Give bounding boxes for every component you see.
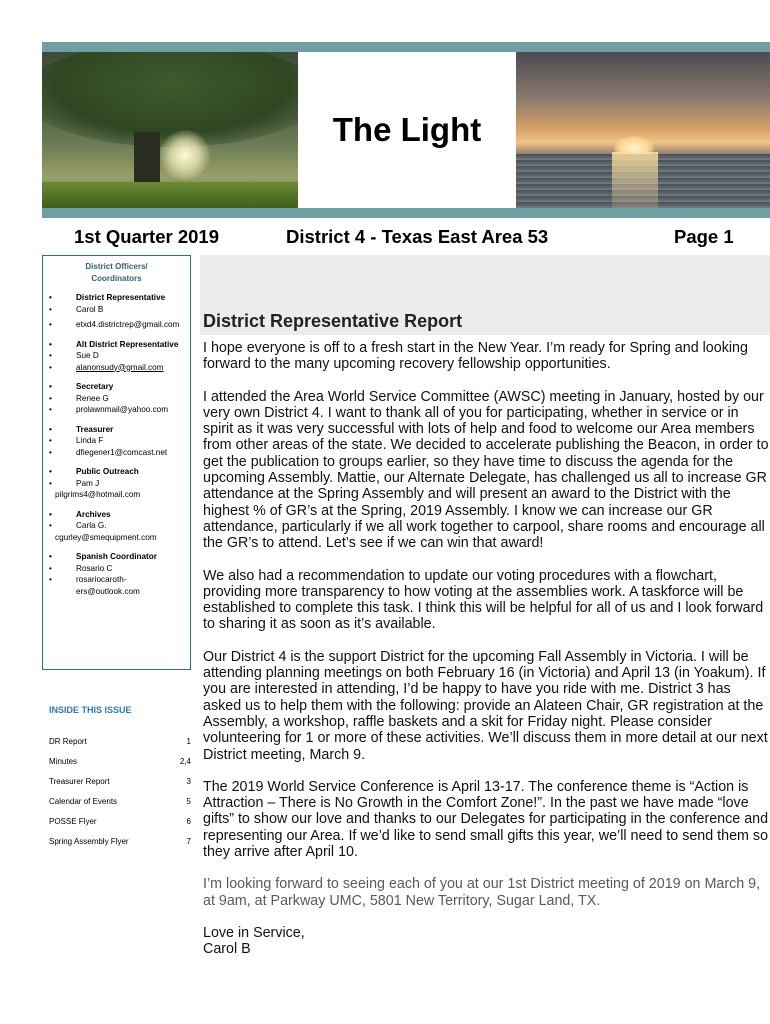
officer-role: Secretary (76, 382, 114, 391)
officer-role: Treasurer (76, 424, 114, 434)
ocean-sunset-photo (516, 52, 770, 208)
tree-canopy (42, 52, 298, 147)
officer-role: Spanish Coordinator (76, 552, 157, 561)
inside-this-issue-title: INSIDE THIS ISSUE (49, 705, 132, 715)
oak-tree-sunlight-photo (42, 52, 298, 208)
toc-item[interactable]: Treasurer Report 3 (49, 777, 191, 786)
toc-item[interactable]: DR Report 1 (49, 737, 191, 746)
masthead-bottom-band (42, 208, 770, 218)
officer-email[interactable]: cgurley@smequipment.com (55, 532, 157, 542)
grass-field (42, 182, 298, 208)
officer-role: Archives (76, 509, 111, 519)
sunlight-glow (160, 130, 210, 180)
sun-reflection (612, 152, 658, 208)
toc-item[interactable]: Calendar of Events 5 (49, 797, 191, 806)
officer-alt-district-rep: • Alt District Representative • Sue D • alanonsudy@gmail.com (49, 339, 179, 372)
officer-name: Pam J (76, 478, 100, 488)
toc-item[interactable]: Spring Assembly Flyer 7 (49, 837, 191, 846)
article-paragraph: We also had a recommendation to update our voting procedures with a flowchart, providing more transparency to how voting at the assemblies work. A taskforce will be established to complete this task. I think this will be helpful for all of us and I look forward to sharing it as soon as it’s available. (203, 567, 764, 633)
officer-role: District Representative (76, 293, 166, 302)
officer-name: Sue D (76, 351, 99, 360)
officers-title: District Officers/ Coordinators (85, 262, 148, 283)
article-paragraph: Our District 4 is the support District for the upcoming Fall Assembly in Victoria. I will be attending planning meetings on both February 16 (in Victoria) and April 13 (in Yoakum). If you are interested in attending, I’d be happy to have you ride with me. District 3 has asked us to help them with the following: provide an Alateen Chair, GR registration at the Assembly, a workshop, raffle baskets and a skit for Friday night. Please consider volunteering for 1 or more of these activities. We’ll discuss them in more detail at our next District meeting, March 9. (203, 648, 768, 763)
table-of-contents (49, 737, 193, 857)
article-title: District Representative Report (203, 311, 463, 331)
officer-name: Linda F (76, 436, 104, 445)
officer-name: Renee G (76, 393, 109, 403)
officers-sidebar (42, 255, 191, 670)
officer-district-rep: • District Representative • Carol B • etxd4.districtrep@gmail.com (49, 293, 180, 329)
officer-email-part2[interactable]: ers@outlook.com (76, 586, 140, 596)
officer-name: Carla G. (76, 521, 107, 530)
toc-item[interactable]: Minutes 2,4 (49, 757, 191, 766)
masthead-title-box (298, 52, 516, 208)
masthead-top-band (42, 42, 770, 52)
article-paragraph: The 2019 World Service Conference is April 13-17. The conference theme is “Action is Attraction – There is No Growth in the Comfort Zone!”. In the past we have made “love gifts” to show our love and thanks to our Delegates for participating in the conference and representing our Area. If we’d like to send small gifts this year, we’ll need to send them so they arrive after April 10. (203, 778, 769, 861)
officer-secretary: • Secretary • Renee G • prolawnmail@yahoo.com (49, 382, 169, 414)
article-paragraph: I’m looking forward to seeing each of you at our 1st District meeting of 2019 on March 9, at 9am, at Parkway UMC, 5801 New Territory, Sugar Land, TX. (203, 876, 761, 909)
article-signature: Carol B (203, 941, 251, 958)
district-name: District 4 - Texas East Area 53 (286, 226, 549, 247)
officer-email-part1[interactable]: rosariocaroth- (76, 575, 127, 584)
officer-email[interactable]: dfiegener1@comcast.net (76, 447, 168, 457)
article-paragraph: I hope everyone is off to a fresh start in the New Year. I’m ready for Spring and looking forward to the many upcoming recovery fellowship opportunities. (203, 340, 748, 373)
officer-email[interactable]: etxd4.districtrep@gmail.com (76, 320, 180, 329)
officer-treasurer: • Treasurer • Linda F • dfiegener1@comcast.net (49, 424, 168, 457)
article-paragraph: I attended the Area World Service Committee (AWSC) meeting in January, hosted by our very own District 4. I want to thank all of you for participating, whether in service or in spirit as it was very successful with lots of help and food to welcome our Area members from other areas of the state. We decided to accelerate publishing the Beacon, in order to get the publication to groups earlier, so they have time to discuss the agenda for the upcoming Assembly. Mattie, our Alternate Delegate, has challenged us all to increase GR attendance at the Spring Assembly and will present an award to the District with the highest % of GR’s at the Spring, 2019 Assembly. I know we can increase our GR attendance, particularly if we all work together to carpool, share rooms and encourage all the GR’s to attend. Let’s see if we can win that award! (203, 388, 769, 552)
officer-name: Rosario C (76, 563, 113, 573)
officer-spanish-coordinator: • Spanish Coordinator • Rosario C • rosariocaroth- ers@outlook.com (49, 552, 157, 596)
officer-name: Carol B (76, 304, 104, 314)
officer-role: Alt District Representative (76, 339, 179, 349)
officer-archives: • Archives • Carla G. cgurley@smequipment.com (49, 509, 157, 542)
article-closing: Love in Service, (203, 924, 305, 941)
article-body (203, 340, 770, 958)
officer-email-link[interactable]: alanonsudy@gmail.com (76, 362, 164, 372)
toc-item[interactable]: POSSE Flyer 6 (49, 817, 191, 826)
issue-quarter: 1st Quarter 2019 (74, 226, 220, 247)
officer-email[interactable]: prolawnmail@yahoo.com (76, 405, 169, 414)
officer-role: Public Outreach (76, 467, 139, 476)
officer-email[interactable]: pilgrims4@hotmail.com (55, 490, 141, 499)
newsletter-title: The Light (332, 111, 482, 148)
page-number: Page 1 (674, 226, 734, 247)
officer-public-outreach: • Public Outreach • Pam J pilgrims4@hotmail.com (49, 467, 141, 499)
